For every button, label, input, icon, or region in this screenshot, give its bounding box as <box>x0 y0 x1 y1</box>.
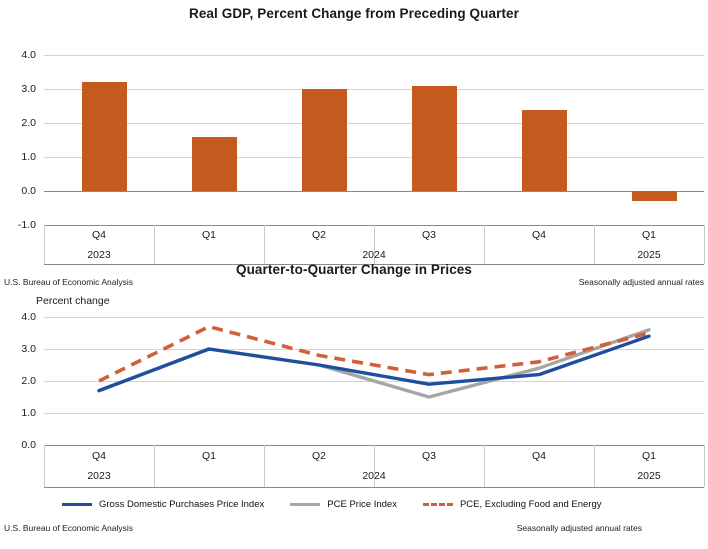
gdp-cat-sep-6 <box>704 225 705 264</box>
prices-title: Quarter-to-Quarter Change in Prices <box>235 262 473 277</box>
gdp-year-2025: 2025 <box>637 249 661 261</box>
gdp-year-2023: 2023 <box>87 249 111 261</box>
legend-swatch-icon-pce-ex-food-energy <box>423 503 453 506</box>
gdp-xtick-0: Q4 <box>91 229 106 241</box>
prices-line-svg <box>0 277 708 477</box>
gdp-bar-2024-q3 <box>412 86 457 191</box>
series-pce-ex-food-energy-line <box>99 327 649 381</box>
gdp-xtick-4: Q4 <box>531 229 546 241</box>
gdp-bar-2024-q4 <box>522 110 567 191</box>
prices-source-note: U.S. Bureau of Economic Analysis <box>4 523 133 533</box>
prices-year-2025: 2025 <box>637 470 661 482</box>
gdp-zero-axis <box>44 191 704 192</box>
gdp-bar-2024-q2 <box>302 89 347 191</box>
prices-ytick-1: 1.0 <box>21 407 36 419</box>
legend-label-gross-domestic-purchases: Gross Domestic Purchases Price Index <box>99 499 265 510</box>
gdp-ytick-2: 2.0 <box>21 117 36 129</box>
prices-ytick-4: 4.0 <box>21 311 36 323</box>
gdp-bar-2024-q1 <box>192 137 237 191</box>
gdp-ytick-neg1: -1.0 <box>17 219 36 231</box>
legend-swatch-icon-gross-domestic-purchases <box>62 503 92 506</box>
legend-item-gross-domestic-purchases[interactable] <box>62 499 264 510</box>
prices-ytick-3: 3.0 <box>21 343 36 355</box>
prices-xtick-2: Q2 <box>311 450 326 462</box>
gdp-gridline-3 <box>44 89 704 90</box>
gdp-xtick-2: Q2 <box>311 229 326 241</box>
gdp-ytick-0: 0.0 <box>21 185 36 197</box>
gdp-ytick-1: 1.0 <box>21 151 36 163</box>
gdp-gridline-1 <box>44 157 704 158</box>
page-title: Real GDP, Percent Change from Preceding Quarter <box>188 6 520 21</box>
gdp-bar-2023-q4 <box>82 82 127 191</box>
prices-cat-sep-6 <box>704 445 705 487</box>
prices-xtick-1: Q1 <box>201 450 216 462</box>
gdp-xtick-1: Q1 <box>201 229 216 241</box>
gdp-gridline-2 <box>44 123 704 124</box>
gdp-year-2024: 2024 <box>362 249 386 261</box>
prices-axis-caption: Percent change <box>36 295 110 307</box>
prices-ytick-0: 0.0 <box>21 439 36 451</box>
gdp-xtick-3: Q3 <box>421 229 436 241</box>
gdp-ytick-4: 4.0 <box>21 49 36 61</box>
prices-xtick-0: Q4 <box>91 450 106 462</box>
gdp-xtick-5: Q1 <box>641 229 656 241</box>
gdp-rate-note: Seasonally adjusted annual rates <box>578 277 704 287</box>
prices-xtick-3: Q3 <box>421 450 436 462</box>
gdp-bar-2025-q1 <box>632 191 677 201</box>
prices-legend <box>62 499 628 510</box>
legend-item-pce-price-index[interactable] <box>290 499 397 510</box>
legend-label-pce-ex-food-energy: PCE, Excluding Food and Energy <box>459 499 602 510</box>
legend-item-pce-ex-food-energy[interactable] <box>423 499 602 510</box>
prices-rate-note: Seasonally adjusted annual rates <box>516 523 642 533</box>
prices-year-2024: 2024 <box>362 470 386 482</box>
gdp-ytick-3: 3.0 <box>21 83 36 95</box>
prices-xtick-5: Q1 <box>641 450 656 462</box>
prices-chart <box>0 262 708 549</box>
legend-label-pce-price-index: PCE Price Index <box>327 499 397 510</box>
gdp-source-note: U.S. Bureau of Economic Analysis <box>4 277 133 287</box>
prices-xtick-4: Q4 <box>531 450 546 462</box>
prices-ytick-2: 2.0 <box>21 375 36 387</box>
legend-swatch-icon-pce-price-index <box>290 503 320 506</box>
gdp-gridline-4 <box>44 55 704 56</box>
prices-year-2023: 2023 <box>87 470 111 482</box>
prices-category-band-bottom <box>44 487 704 488</box>
